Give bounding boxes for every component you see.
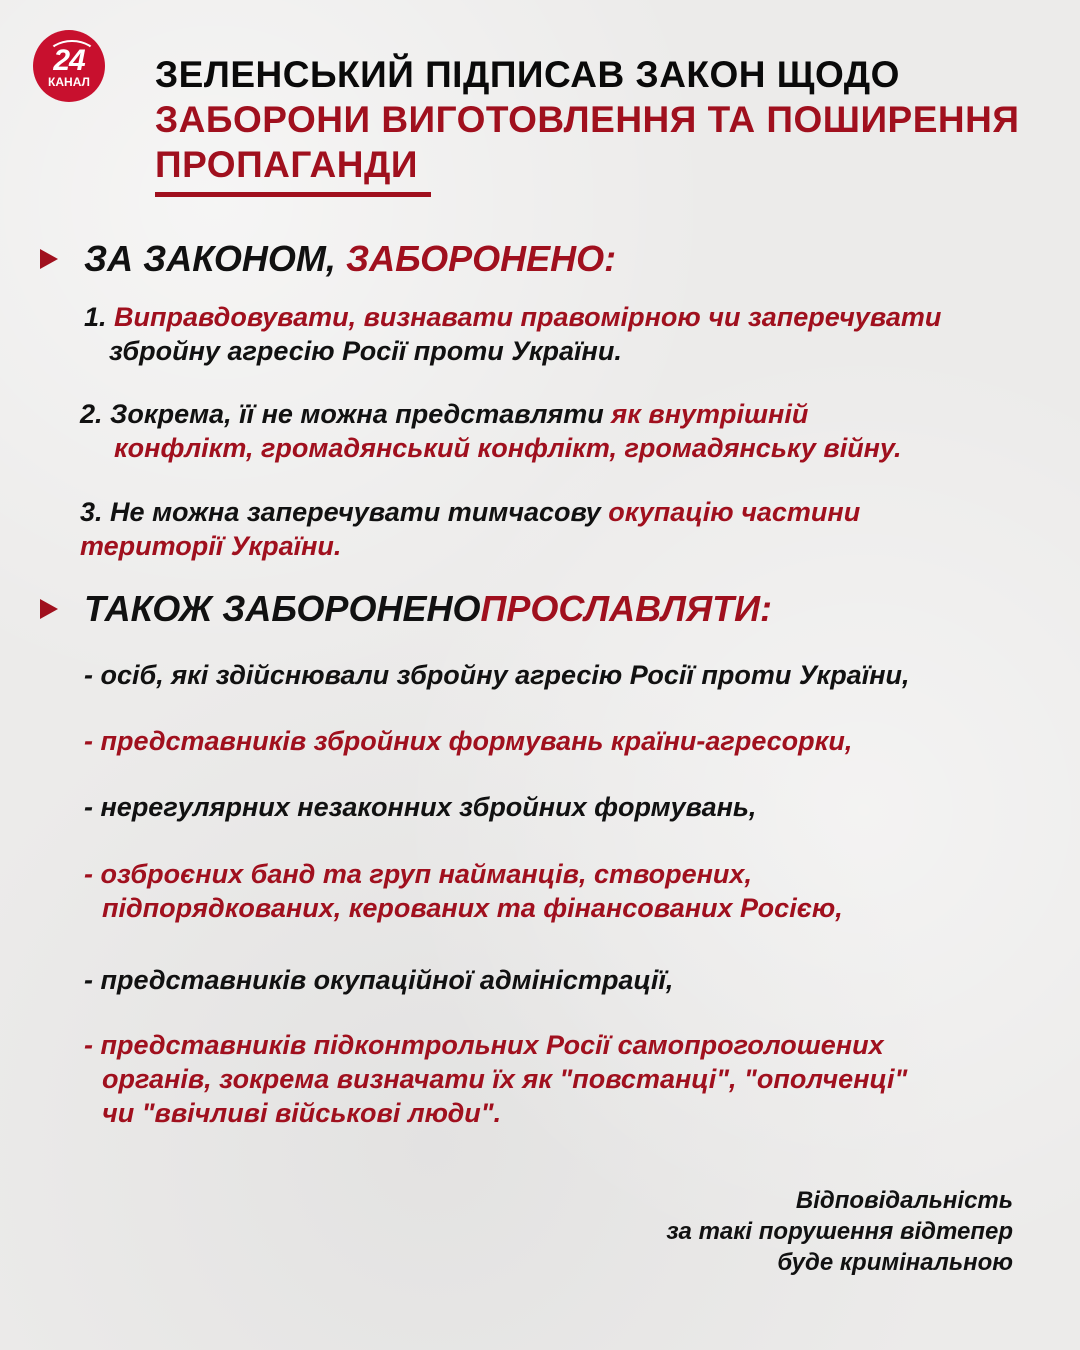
rule-text-red: як внутрішній [611, 399, 809, 429]
title-line-2: ЗАБОРОНИ ВИГОТОВЛЕННЯ ТА ПОШИРЕННЯ [155, 99, 1020, 140]
page-title [155, 52, 1055, 187]
rule-item-2 [80, 397, 901, 465]
title-underline [155, 192, 431, 197]
list-item-line: - осіб, які здійснювали збройну агресію Росії проти України, [84, 660, 910, 690]
rule-number: 2. [80, 399, 103, 429]
list-item-line: - представників підконтрольних Росії самопроголошених [84, 1030, 884, 1060]
list-item-line: підпорядкованих, керованих та фінансованих Росією, [102, 893, 843, 923]
rule-text: Не можна заперечувати тимчасову [110, 497, 609, 527]
list-item [84, 857, 843, 925]
list-item [84, 790, 756, 824]
channel-24-logo [33, 30, 105, 102]
title-line-3: ПРОПАГАНДИ [155, 144, 418, 185]
rule-text: збройну агресію Росії проти України. [109, 336, 622, 366]
footer-line: за такі порушення відтепер [666, 1218, 1013, 1245]
section-1-heading-red: ЗАБОРОНЕНО: [345, 238, 617, 279]
list-item-line: чи "ввічливі військові люди". [102, 1098, 502, 1128]
rule-text-red: окупацію частини [608, 497, 861, 527]
list-item-line: органів, зокрема визначати їх як "повстанці", "ополченці" [102, 1064, 908, 1094]
rule-number: 1. [84, 302, 107, 332]
list-item [84, 724, 852, 758]
triangle-bullet-icon [40, 599, 58, 619]
section-1-heading-black: ЗА ЗАКОНОМ, [84, 238, 336, 279]
list-item-line: - озброєних банд та груп найманців, створених, [84, 859, 752, 889]
triangle-bullet-icon [40, 249, 58, 269]
list-item [84, 963, 673, 997]
footer-line: Відповідальність [795, 1187, 1013, 1214]
logo-label: КАНАЛ [48, 75, 90, 89]
list-item-line: - представників окупаційної адміністрації, [84, 965, 674, 995]
rule-text: Зокрема, її не можна представляти [110, 399, 612, 429]
footer-note [666, 1185, 1013, 1278]
list-item-line: - представників збройних формувань країни-агресорки, [84, 726, 853, 756]
section-2-heading-black: ТАКОЖ ЗАБОРОНЕНО [84, 588, 481, 629]
list-item [84, 658, 910, 692]
list-item [84, 1028, 907, 1130]
section-2-heading-red: ПРОСЛАВЛЯТИ: [480, 588, 772, 629]
rule-text-red: Виправдовувати, визнавати правомірною чи заперечувати [114, 302, 942, 332]
footer-line: буде кримінальною [777, 1249, 1013, 1276]
rule-item-1 [84, 300, 941, 368]
rule-text-red: конфлікт, громадянський конфлікт, громадянську війну. [114, 433, 902, 463]
rule-number: 3. [80, 497, 103, 527]
title-line-1: ЗЕЛЕНСЬКИЙ ПІДПИСАВ ЗАКОН ЩОДО [155, 54, 900, 95]
section-2-heading [40, 588, 772, 630]
logo-arc-icon [47, 40, 97, 72]
rule-text-red: території України. [80, 531, 342, 561]
rule-item-3 [80, 495, 860, 563]
logo-number: 24 [53, 44, 85, 77]
section-1-heading [40, 238, 616, 280]
list-item-line: - нерегулярних незаконних збройних формувань, [84, 792, 757, 822]
